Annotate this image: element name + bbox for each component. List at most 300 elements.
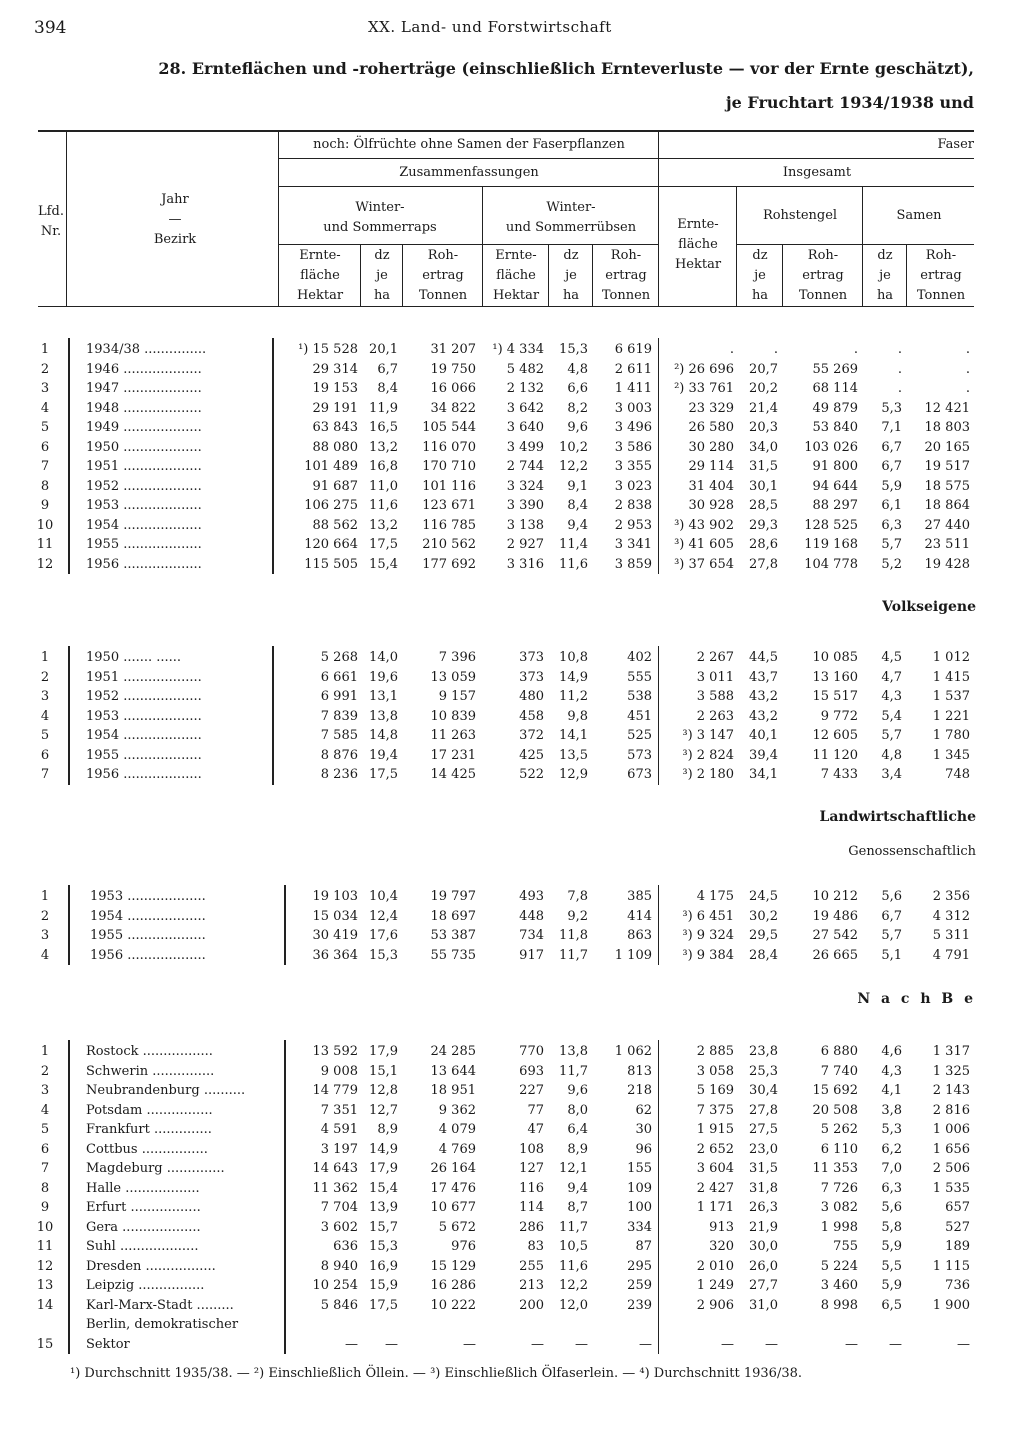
table-cell: 2 263 [696,708,734,724]
row-label: Magdeburg .............. [86,1161,225,1176]
header-faser-erntefl: Ernte- fläche Hektar [674,217,722,272]
table-cell: 673 [627,767,652,782]
table-cell: 27,7 [749,1278,778,1293]
table-cell: 11 263 [430,728,476,743]
header-ruebsen-roh: Roh- ertrag Tonnen [601,248,651,303]
table-cell: 2 267 [696,650,734,665]
table-cell: 18 951 [430,1083,476,1098]
table-cell: 1 249 [696,1278,734,1293]
table-cell: . [897,361,902,377]
table-cell: 402 [627,650,652,665]
table-cell: 19 750 [430,361,476,377]
row-lfd: 5 [40,420,50,435]
table-cell: 736 [945,1278,970,1293]
header-rule-groups [278,158,974,159]
table-cell: 573 [627,747,652,763]
table-cell: 9,6 [567,1083,588,1098]
table-cell: ³) 2 180 [682,767,734,782]
column-rule [68,338,70,574]
table-cell: 62 [635,1102,652,1118]
table-cell: 6,3 [881,517,902,533]
table-cell: 3 023 [614,478,652,494]
table-cell: 10,8 [559,650,588,665]
table-cell: 5 311 [932,928,970,943]
table-cell: 127 [519,1161,544,1176]
table-cell: 19,4 [369,747,398,763]
table-cell: 12 605 [812,728,858,743]
table-cell: 47 [527,1122,544,1137]
table-cell: 68 114 [812,381,858,396]
table-cell: 200 [519,1297,544,1313]
table-cell: 7,0 [881,1161,902,1176]
table-cell: 414 [627,908,652,924]
row-lfd: 1 [40,1044,50,1059]
table-cell: 13,8 [559,1044,588,1059]
table-cell: ¹) 15 528 [298,342,358,357]
header-samen: Samen [896,208,942,223]
table-cell: 5,6 [881,889,902,904]
table-cell: 7 351 [320,1102,358,1118]
table-cell: 30 419 [312,928,358,943]
table-cell: . [897,342,902,357]
header-divider [360,244,361,306]
table-cell: 5,2 [881,556,902,572]
header-rohstengel-dz: dz je ha [751,248,769,303]
table-cell: 16,5 [369,420,398,435]
table-cell: 2 132 [506,381,544,396]
table-cell: 88 297 [812,498,858,513]
table-cell: 23,0 [749,1141,778,1157]
table-cell: 2 652 [696,1141,734,1157]
table-cell: 425 [519,747,544,763]
table-cell: 26 665 [812,947,858,963]
table-cell: 748 [945,767,970,782]
table-cell: 11,7 [559,1063,588,1079]
table-cell: 2 611 [614,361,652,377]
header-oelfruechte: noch: Ölfrüchte ohne Samen der Faserpflanzen [313,137,625,152]
row-lfd: 2 [40,669,50,685]
row-label: Erfurt ................. [86,1200,201,1215]
table-cell: 6 991 [320,689,358,704]
table-cell: — [957,1336,970,1352]
table-cell: 8 940 [320,1258,358,1274]
table-cell: 9 772 [820,708,858,724]
row-lfd: 3 [40,381,50,396]
row-lfd: 13 [36,1278,54,1293]
table-cell: 3 496 [614,420,652,435]
row-lfd: 3 [40,689,50,704]
row-lfd: 4 [40,400,50,416]
table-cell: 334 [627,1219,652,1235]
table-cell: 12,0 [559,1297,588,1313]
table-cell: 12,2 [559,459,588,474]
running-head: XX. Land- und Forstwirtschaft [368,18,612,36]
table-cell: ³) 9 324 [682,928,734,943]
table-cell: 9,1 [567,478,588,494]
row-label: 1956 ................... [90,947,206,963]
table-cell: 6,6 [567,381,588,396]
table-cell: 6,7 [881,459,902,474]
table-cell: 2 506 [932,1161,970,1176]
row-label: Potsdam ................ [86,1102,213,1118]
table-cell: 13,1 [369,689,398,704]
row-label: 1955 ................... [86,747,202,763]
table-cell: — [463,1336,476,1352]
table-cell: 19 428 [924,556,970,572]
table-cell: 5 672 [438,1219,476,1235]
table-cell: 3 586 [614,439,652,455]
row-lfd: 1 [40,342,50,357]
table-cell: 116 785 [422,517,476,533]
table-cell: 19 486 [812,908,858,924]
section-title-nach-bezirken: N a c h B e [857,991,976,1007]
section-title-landwirtschaftliche: Landwirtschaftliche [819,809,976,825]
row-lfd: 5 [40,1122,50,1137]
table-cell: 3 602 [320,1219,358,1235]
table-cell: — [845,1336,858,1352]
table-cell: 10 212 [812,889,858,904]
table-cell: 13 592 [312,1044,358,1059]
table-cell: ³) 6 451 [682,908,734,924]
table-cell: 30 [635,1122,652,1137]
table-cell: 14 779 [312,1083,358,1098]
table-cell: 11 362 [312,1180,358,1196]
table-cell: 43,2 [749,708,778,724]
table-cell: 27,8 [749,556,778,572]
table-cell: 6 110 [820,1141,858,1157]
table-cell: 6,5 [881,1297,902,1313]
row-lfd: 6 [40,439,50,455]
table-cell: 14 643 [312,1161,358,1176]
table-cell: 4,8 [567,361,588,377]
table-cell: ³) 3 147 [682,728,734,743]
table-cell: 3 390 [506,498,544,513]
table-cell: 7 704 [320,1200,358,1215]
table-cell: 101 116 [422,478,476,494]
table-cell: — [889,1336,902,1352]
table-cell: 10,4 [369,889,398,904]
table-cell: 693 [519,1063,544,1079]
table-cell: 4 312 [932,908,970,924]
row-lfd: 2 [40,361,50,377]
table-cell: 120 664 [304,537,358,552]
table-cell: 27,5 [749,1122,778,1137]
table-cell: 14,0 [369,650,398,665]
table-cell: 373 [519,650,544,665]
table-cell: 1 115 [932,1258,970,1274]
table-cell: 4 175 [696,889,734,904]
column-rule [68,885,70,965]
table-cell: 26,0 [749,1258,778,1274]
table-cell: 1 998 [820,1219,858,1235]
table-cell: 5,9 [881,1278,902,1293]
table-cell: — [765,1336,778,1352]
table-cell: 15,3 [369,947,398,963]
footnote: ¹) Durchschnitt 1935/38. — ²) Einschließlich Öllein. — ³) Einschließlich Ölfaserlein. — ⁴) Durchschnitt 1936/38. [70,1366,803,1381]
table-cell: 3 011 [696,669,734,685]
table-cell: 18 697 [430,908,476,924]
row-label: Rostock ................. [86,1044,213,1059]
header-divider [736,186,737,306]
table-cell: 29 314 [312,361,358,377]
row-lfd: 4 [40,708,50,724]
table-cell: 7 375 [696,1102,734,1118]
row-lfd: 10 [36,517,54,533]
table-cell: 3 355 [614,459,652,474]
table-cell: 320 [709,1239,734,1254]
table-cell [548,1315,588,1334]
table-cell: 83 [527,1239,544,1254]
table-cell: 44,5 [749,650,778,665]
table-cell: 2 356 [932,889,970,904]
table-cell: 55 269 [812,361,858,377]
table-cell: 1 780 [932,728,970,743]
table-cell: 5,9 [881,1239,902,1254]
section-title-volkseigene: Volkseigene [882,599,976,615]
header-samen-dz: dz je ha [876,248,894,303]
row-label: Suhl ................... [86,1239,199,1254]
table-cell: 1 109 [614,947,652,963]
table-cell: 8,7 [567,1200,588,1215]
table-cell: 4,8 [881,747,902,763]
table-cell: 11,0 [369,478,398,494]
header-raps: Winter- und Sommerraps [323,200,437,235]
table-cell: 3 341 [614,537,652,552]
table-cell: 3 859 [614,556,652,572]
table-cell: 28,6 [749,537,778,552]
table-cell: 21,4 [749,400,778,416]
row-label: 1950 ....... ...... [86,650,182,665]
table-cell: 5 224 [820,1258,858,1274]
table-cell [402,1315,476,1334]
table-cell: 21,9 [749,1219,778,1235]
table-cell: 20 508 [812,1102,858,1118]
table-cell: 5,7 [881,928,902,943]
table-cell: ³) 37 654 [674,556,734,572]
row-label: 1955 ................... [90,928,206,943]
table-cell: 2 906 [696,1297,734,1313]
table-cell: 105 544 [422,420,476,435]
header-raps-dz: dz je ha [373,248,391,303]
table-cell: 30 280 [688,439,734,455]
table-cell: 7 396 [438,650,476,665]
table-cell: 9,4 [567,517,588,533]
table-cell: 1 535 [932,1180,970,1196]
table-cell: 1 171 [696,1200,734,1215]
table-cell: 6,7 [881,439,902,455]
table-cell: 6,3 [881,1180,902,1196]
table-cell: 8 998 [820,1297,858,1313]
header-rule-subgroups [278,186,974,187]
table-cell: 17 476 [430,1180,476,1196]
table-cell: 813 [627,1063,652,1079]
table-cell: 13,9 [369,1200,398,1215]
header-divider [906,244,907,306]
row-lfd: 11 [36,537,54,552]
table-cell: 17,5 [369,1297,398,1313]
table-cell: 5,5 [881,1258,902,1274]
row-label: Frankfurt .............. [86,1122,212,1137]
column-rule [272,338,274,574]
table-cell: 17,5 [369,537,398,552]
header-divider [862,186,863,306]
table-cell [360,1315,398,1334]
column-rule [68,1040,70,1354]
table-cell: 104 778 [804,556,858,572]
table-cell: 1 537 [932,689,970,704]
table-cell: 43,7 [749,669,778,685]
header-ruebsen-dz: dz je ha [562,248,580,303]
table-cell: 34 822 [430,400,476,416]
table-cell: 15,9 [369,1278,398,1293]
table-cell: 2 143 [932,1083,970,1098]
row-label: 1947 ................... [86,381,202,396]
table-cell: 9,8 [567,708,588,724]
table-cell: 385 [627,889,652,904]
row-label: Berlin, demokratischer [86,1317,239,1332]
table-cell: 11,8 [559,928,588,943]
table-cell: 39,4 [749,747,778,763]
row-lfd: 14 [36,1297,54,1313]
table-cell: 286 [519,1219,544,1235]
table-cell [658,1315,734,1334]
table-cell: 2 427 [696,1180,734,1196]
table-cell: 5,3 [881,400,902,416]
table-cell: 31,8 [749,1180,778,1196]
table-cell: 3 460 [820,1278,858,1293]
table-cell: 10 839 [430,708,476,724]
table-cell: 15 692 [812,1083,858,1098]
table-cell: — [345,1336,358,1352]
table-cell: 13,2 [369,517,398,533]
table-cell: 94 644 [812,478,858,494]
table-cell: 6,2 [881,1141,902,1157]
header-jahr-bezirk: Jahr — Bezirk [153,192,197,247]
header-samen-roh: Roh- ertrag Tonnen [916,248,966,303]
table-cell: 26 164 [430,1161,476,1176]
header-raps-erntefl: Ernte- fläche Hektar [296,248,344,303]
table-cell: 10 085 [812,650,858,665]
row-lfd: 7 [40,1161,50,1176]
header-rule-fields-faser [736,244,974,245]
table-cell: 77 [527,1102,544,1118]
table-cell: 4 079 [438,1122,476,1137]
table-cell: 11 353 [812,1161,858,1176]
table-cell: 7,1 [881,420,902,435]
table-cell: 5 169 [696,1083,734,1098]
header-ruebsen-erntefl: Ernte- fläche Hektar [492,248,540,303]
row-lfd: 9 [40,1200,50,1215]
table-cell: ³) 2 824 [682,747,734,763]
table-cell: 20 165 [924,439,970,455]
table-cell: 5 262 [820,1122,858,1137]
table-cell: 27,8 [749,1102,778,1118]
header-divider [482,186,483,306]
table-cell: 30,1 [749,478,778,494]
table-cell: 31,0 [749,1297,778,1313]
header-lfd-nr: Lfd. Nr. [38,204,64,239]
table-cell: 6,4 [567,1122,588,1137]
table-cell: 25,3 [749,1063,778,1079]
table-cell: 863 [627,928,652,943]
row-label: 1952 ................... [86,478,202,494]
table-cell: 1 345 [932,747,970,763]
table-cell: 4 769 [438,1141,476,1157]
table-cell: ¹) 4 334 [492,342,544,357]
row-label: 1956 ................... [86,556,202,572]
table-cell: 5,8 [881,1219,902,1235]
row-label: 1949 ................... [86,420,202,435]
table-cell: 13 059 [430,669,476,685]
table-cell: 2 744 [506,459,544,474]
table-cell: 5,3 [881,1122,902,1137]
table-cell: 1 062 [614,1044,652,1059]
table-cell: 91 800 [812,459,858,474]
table-cell: 12,4 [369,908,398,924]
table-cell: ³) 41 605 [674,537,734,552]
table-cell: 1 411 [614,381,652,396]
table-cell [280,1315,358,1334]
row-lfd: 3 [40,928,50,943]
table-cell: 12,2 [559,1278,588,1293]
table-cell: 3,4 [881,767,902,782]
table-cell: 115 505 [304,556,358,572]
table-cell: 36 364 [312,947,358,963]
table-cell: 14,1 [559,728,588,743]
table-cell: 8,9 [567,1141,588,1157]
table-cell: . [729,342,734,357]
table-cell: 4 791 [932,947,970,963]
table-cell: 3 058 [696,1063,734,1079]
table-cell: 734 [519,928,544,943]
table-cell: 30,0 [749,1239,778,1254]
table-cell: 5,6 [881,1200,902,1215]
row-label: Schwerin ............... [86,1063,215,1079]
table-cell: 373 [519,669,544,685]
table-cell: 15,3 [559,342,588,357]
table-cell: 20,3 [749,420,778,435]
table-cell: . [773,342,778,357]
table-cell: 29,3 [749,517,778,533]
table-cell: 1 415 [932,669,970,685]
table-cell: 100 [627,1200,652,1215]
table-cell: 15,1 [369,1063,398,1079]
table-cell: 6,7 [881,908,902,924]
table-cell: 27 440 [924,517,970,533]
row-label: 1954 ................... [90,908,206,924]
table-cell: 8,0 [567,1102,588,1118]
table-cell [482,1315,544,1334]
table-cell: 108 [519,1141,544,1157]
table-cell: 5 268 [320,650,358,665]
table-cell: 636 [333,1239,358,1254]
table-cell: 1 221 [932,708,970,724]
table-cell: — [531,1336,544,1352]
table-cell: 11,7 [559,947,588,963]
table-cell: 5,4 [881,708,902,724]
table-title-line-1: 28. Ernteflächen und -roherträge (einschließlich Ernteverluste — vor der Ernte geschätzt), [158,59,974,78]
table-cell: 1 900 [932,1297,970,1313]
table-cell: 917 [519,947,544,963]
table-cell: 31,5 [749,459,778,474]
table-cell: 170 710 [422,459,476,474]
table-cell: 10 254 [312,1278,358,1293]
header-divider [782,244,783,306]
row-label: 1953 ................... [86,708,202,724]
header-divider [592,244,593,306]
row-label: 1950 ................... [86,439,202,455]
table-cell: 13,2 [369,439,398,455]
